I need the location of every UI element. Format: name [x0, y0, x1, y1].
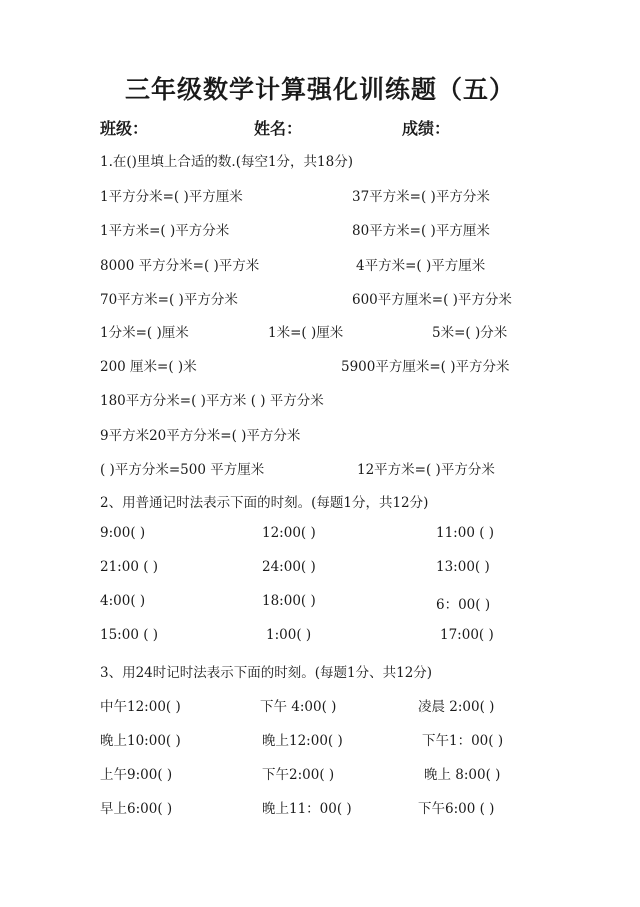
- question: 早上6:00( ): [100, 801, 173, 817]
- question: 80平方米=( )平方厘米: [352, 223, 490, 239]
- question: 17:00( ): [440, 627, 494, 643]
- question: 晚上11：00( ): [262, 801, 352, 817]
- question: 600平方厘米=( )平方分米: [352, 292, 512, 308]
- question: 下午 4:00( ): [260, 699, 337, 715]
- question: 5900平方厘米=( )平方分米: [341, 359, 510, 375]
- question: 凌晨 2:00( ): [418, 699, 495, 715]
- question: 24:00( ): [262, 559, 316, 575]
- question: 11:00 ( ): [436, 525, 495, 541]
- question: 9平方米20平方分米=( )平方分米: [100, 428, 301, 444]
- question: 晚上12:00( ): [262, 733, 343, 749]
- section3-heading: 3、用24时记时法表示下面的时刻。(每题1分、共12分): [100, 665, 433, 681]
- question: 晚上 8:00( ): [424, 767, 501, 783]
- question: 下午2:00( ): [262, 767, 335, 783]
- question: 21:00 ( ): [100, 559, 159, 575]
- question: 1平方分米=( )平方厘米: [100, 189, 243, 205]
- class-label: 班级：: [100, 119, 149, 138]
- question: 1分米=( )厘米: [100, 325, 189, 341]
- question: 70平方米=( )平方分米: [100, 292, 238, 308]
- question: 1米=( )厘米: [268, 325, 344, 341]
- question: 1平方米=( )平方分米: [100, 223, 230, 239]
- question: 12:00( ): [262, 525, 316, 541]
- question: 13:00( ): [436, 559, 490, 575]
- question: 上午9:00( ): [100, 767, 173, 783]
- question: 下午6:00 ( ): [418, 801, 495, 817]
- question: 37平方米=( )平方分米: [352, 189, 490, 205]
- name-label: 姓名：: [254, 119, 303, 138]
- question: 中午12:00( ): [100, 699, 181, 715]
- question: 6：00( ): [436, 597, 491, 613]
- question: 9:00( ): [100, 525, 146, 541]
- question: 下午1：00( ): [422, 733, 504, 749]
- section1-heading: 1.在()里填上合适的数.(每空1分，共18分): [100, 154, 354, 170]
- question: 4平方米=( )平方厘米: [356, 258, 486, 274]
- page-title: 三年级数学计算强化训练题（五）: [124, 75, 515, 104]
- question: 晚上10:00( ): [100, 733, 181, 749]
- question: 18:00( ): [262, 593, 316, 609]
- question: 200 厘米=( )米: [100, 359, 197, 375]
- question: 180平方分米=( )平方米 ( ) 平方分米: [100, 393, 324, 409]
- score-label: 成绩：: [402, 119, 451, 138]
- question: 4:00( ): [100, 593, 146, 609]
- question: 12平方米=( )平方分米: [357, 462, 495, 478]
- section2-heading: 2、用普通记时法表示下面的时刻。(每题1分，共12分): [100, 495, 429, 511]
- question: 1:00( ): [266, 627, 312, 643]
- question: 5米=( )分米: [432, 325, 508, 341]
- question: 8000 平方分米=( )平方米: [100, 258, 260, 274]
- question: ( )平方分米=500 平方厘米: [100, 462, 265, 478]
- question: 15:00 ( ): [100, 627, 159, 643]
